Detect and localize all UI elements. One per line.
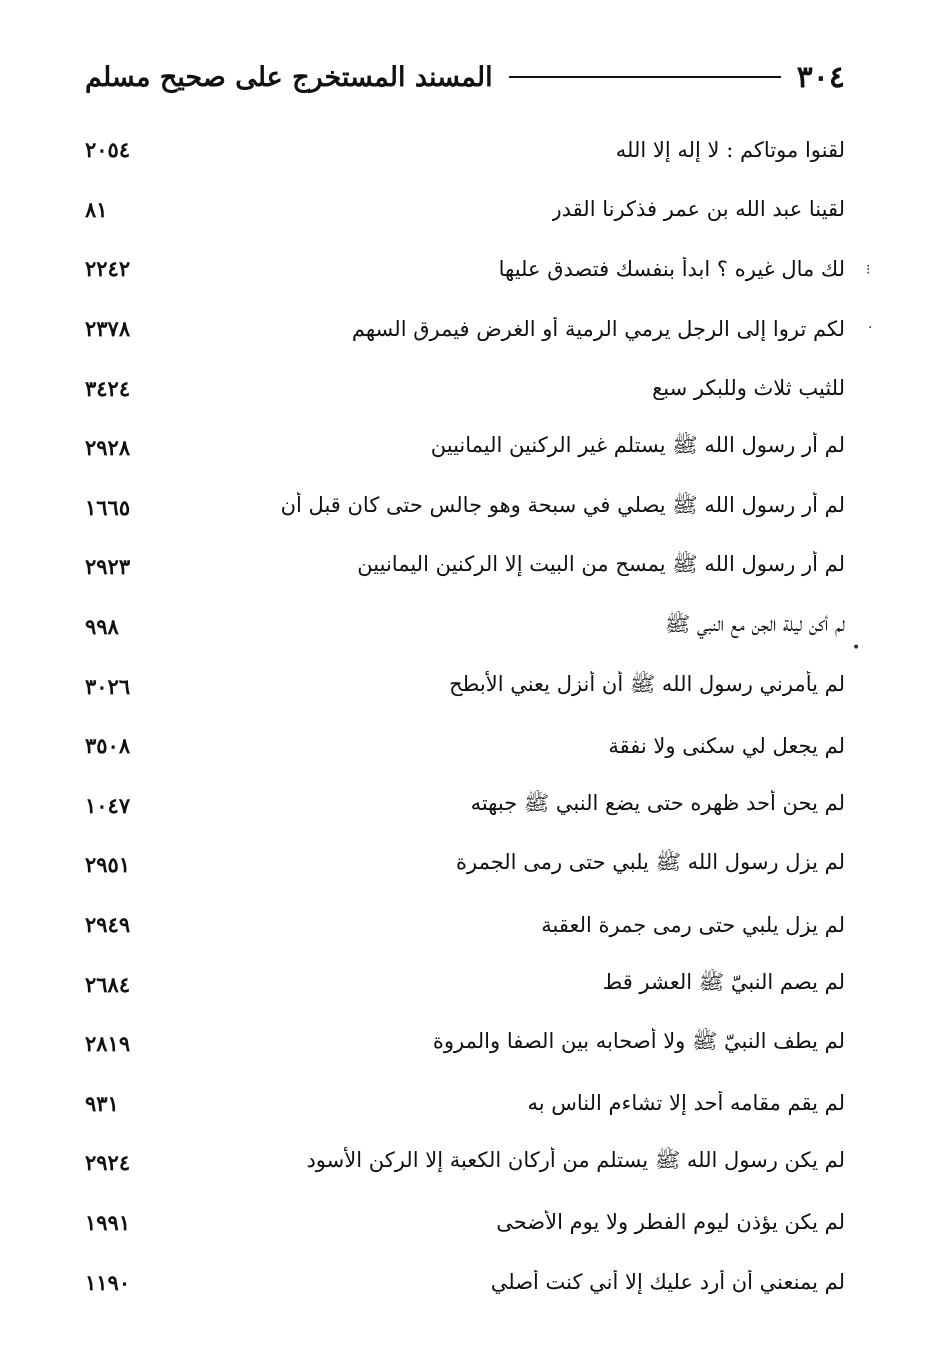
entry-text: لم يكن يؤذن ليوم الفطر ولا يوم الأضحى [496, 1210, 845, 1235]
entry-ref-number: ١١٩٠ [85, 1269, 131, 1295]
index-entry [85, 656, 845, 716]
entry-ref-number: ٢٩٢٨ [85, 435, 131, 461]
entry-ref-number: ٢٨١٩ [85, 1031, 131, 1057]
index-entry [85, 239, 845, 299]
index-entry [85, 180, 845, 240]
entry-text: لم يكن رسول الله ﷺ يستلم من أركان الكعبة إلا الركن الأسود [306, 1148, 845, 1173]
page-header [85, 52, 845, 102]
entry-text: لقينا عبد الله بن عمر فذكرنا القدر [551, 197, 845, 222]
entry-ref-number: ٩٩٨ [85, 614, 119, 640]
entry-ref-number: ٢٩٥١ [85, 852, 131, 878]
index-entry [85, 776, 845, 836]
entry-ref-number: ٢٩٢٤ [85, 1150, 131, 1176]
index-entry [85, 537, 845, 597]
entry-text: لم يأمرني رسول الله ﷺ أن أنزل يعني الأبطح [449, 671, 845, 696]
index-entry [85, 358, 845, 418]
entry-text: لم يمنعني أن أرد عليك إلا أني كنت أصلي [490, 1270, 845, 1295]
margin-speck: · [868, 320, 873, 336]
book-title: المسند المستخرج على صحيح مسلم [85, 61, 493, 93]
entry-ref-number: ١٠٤٧ [85, 792, 131, 818]
index-entry [85, 895, 845, 955]
index-entry [85, 835, 845, 895]
hadith-index-list [85, 120, 845, 1312]
entry-text: لكم تروا إلى الرجل يرمي الرمية أو الغرض فيمرق السهم [351, 316, 845, 341]
entry-ref-number: ٨١ [85, 196, 108, 222]
entry-ref-number: ١٩٩١ [85, 1209, 131, 1235]
entry-ref-number: ٣٥٠٨ [85, 733, 131, 759]
entry-ref-number: ٢٠٥٤ [85, 137, 131, 163]
entry-text: لقنوا موتاكم : لا إله إلا الله [615, 137, 845, 162]
index-entry [85, 954, 845, 1014]
index-entry [85, 478, 845, 538]
entry-ref-number: ٢٩٤٩ [85, 912, 131, 938]
entry-text: لم أكن ليلة الجن مع النبي ﷺ [664, 612, 845, 637]
index-entry [85, 597, 845, 657]
entry-text: لم يزل رسول الله ﷺ يلبي حتى رمى الجمرة [456, 850, 845, 875]
entry-ref-number: ٢٣٧٨ [85, 316, 131, 342]
entry-text: لم يطف النبيّ ﷺ ولا أصحابه بين الصفا والمروة [432, 1029, 845, 1054]
index-entry [85, 1074, 845, 1134]
entry-text: لم يحن أحد ظهره حتى يضع النبي ﷺ جبهته [470, 790, 845, 815]
margin-speck: • [852, 640, 861, 656]
index-entry [85, 1252, 845, 1312]
entry-text: لم أر رسول الله ﷺ يستلم غير الركنين اليمانيين [430, 433, 845, 458]
entry-ref-number: ٢٦٨٤ [85, 971, 131, 997]
header-rule [509, 76, 781, 78]
entry-ref-number: ٢٢٤٢ [85, 256, 131, 282]
index-entry [85, 716, 845, 776]
entry-ref-number: ٣٠٢٦ [85, 673, 131, 699]
index-entry [85, 1193, 845, 1253]
entry-text: لم أر رسول الله ﷺ يمسح من البيت إلا الركنين اليمانيين [357, 552, 845, 577]
entry-ref-number: ٣٤٢٤ [85, 375, 131, 401]
entry-text: لم يجعل لي سكنى ولا نفقة [608, 733, 845, 758]
entry-ref-number: ٢٩٢٣ [85, 554, 131, 580]
entry-text: لك مال غيره ؟ ابدأ بنفسك فتصدق عليها [498, 256, 845, 281]
entry-text: لم يقم مقامه أحد إلا تشاءم الناس به [527, 1091, 845, 1116]
index-entry [85, 418, 845, 478]
index-entry [85, 120, 845, 180]
entry-text: للثيب ثلاث وللبكر سبع [652, 376, 845, 401]
entry-text: لم أر رسول الله ﷺ يصلي في سبحة وهو جالس حتى كان قبل أن [280, 492, 845, 517]
index-entry [85, 299, 845, 359]
index-entry [85, 1133, 845, 1193]
margin-speck: ⁝ [866, 262, 871, 278]
entry-ref-number: ١٦٦٥ [85, 494, 131, 520]
index-entry [85, 1014, 845, 1074]
entry-ref-number: ٩٣١ [85, 1090, 119, 1116]
page-number: ٣٠٤ [796, 59, 845, 95]
entry-text: لم يصم النبيّ ﷺ العشر قط [602, 969, 845, 994]
entry-text: لم يزل يلبي حتى رمى جمرة العقبة [541, 912, 845, 937]
